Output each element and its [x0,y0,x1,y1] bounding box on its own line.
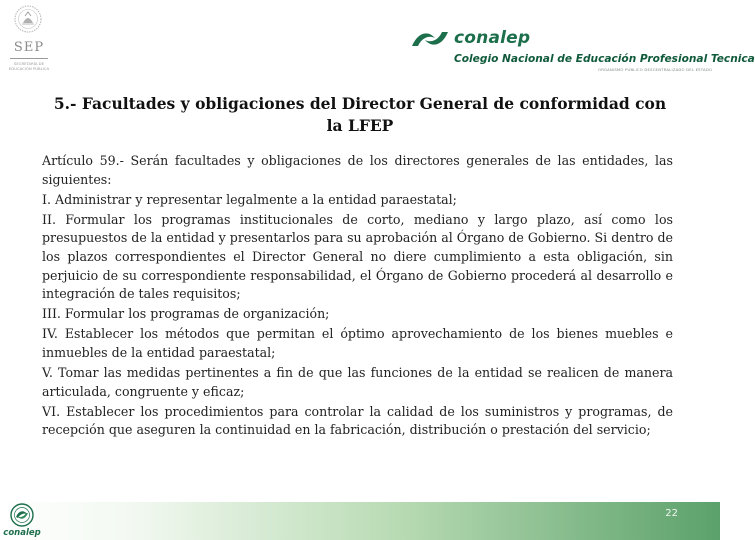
slide-title-line2: la LFEP [326,116,394,135]
conalep-full-name: Colegio Nacional de Educación Profesional Tecnica [454,53,755,65]
conalep-tagline: ORGANISMO PÚBLICO DESCENTRALIZADO DEL ESTADO [598,67,713,72]
footer-logo-text: conalep [3,528,41,538]
sep-name: SEP [13,40,45,55]
sep-subtitle [6,61,52,71]
conalep-logo-icon [408,24,452,54]
sep-subtitle-line1: SECRETARÍA DE [13,61,44,66]
conalep-seal-icon [7,502,37,528]
slide-title [20,93,700,137]
slide-title-line1: 5.- Facultades y obligaciones del Director General de conformidad con [53,94,667,113]
sep-subtitle-line2: EDUCACIÓN PÚBLICA [8,66,50,71]
list-item-iii: III. Formular los programas de organización; [42,306,330,322]
list-item-v: V. Tomar las medidas pertinentes a fin de que las funciones de la entidad se realicen de manera articulada, congruente y eficaz; [42,365,673,399]
conalep-header-logo [408,24,755,74]
list-item-iv: IV. Establecer los métodos que permitan el óptimo aprovechamiento de los bienes muebles e inmuebles de la entidad paraestatal; [42,326,673,360]
article-intro: Artículo 59.- Serán facultades y obligaciones de los directores generales de las entidades, las siguientes: [42,153,673,187]
list-item-vi: VI. Establecer los procedimientos para controlar la calidad de los suministros y programas, de recepción que aseguren la continuidad en la fabricación, distribución o prestación del servicio; [42,403,673,438]
footer-bar [0,502,720,540]
sep-divider [10,58,48,59]
conalep-name: conalep [454,28,531,48]
list-item-i: I. Administrar y representar legalmente a la entidad paraestatal; [42,191,457,207]
page-number: 22 [665,508,678,519]
list-item-ii: II. Formular los programas institucionales de corto, mediano y largo plazo, así como los presupuestos de la entidad y presentarlos para su aprobación al Órgano de Gobierno. Si dentro de los plazos correspondientes el Director General no diere cumplimiento a esta obligación, sin perjuicio de su correspondiente responsabilidad, el Órgano de Gobierno procederá al desarrollo e integración de tales requisitos; [42,211,674,302]
sep-logo [4,4,50,76]
slide-body [42,152,673,441]
mexican-coat-of-arms-icon [13,4,43,34]
conalep-footer-logo [2,502,42,540]
